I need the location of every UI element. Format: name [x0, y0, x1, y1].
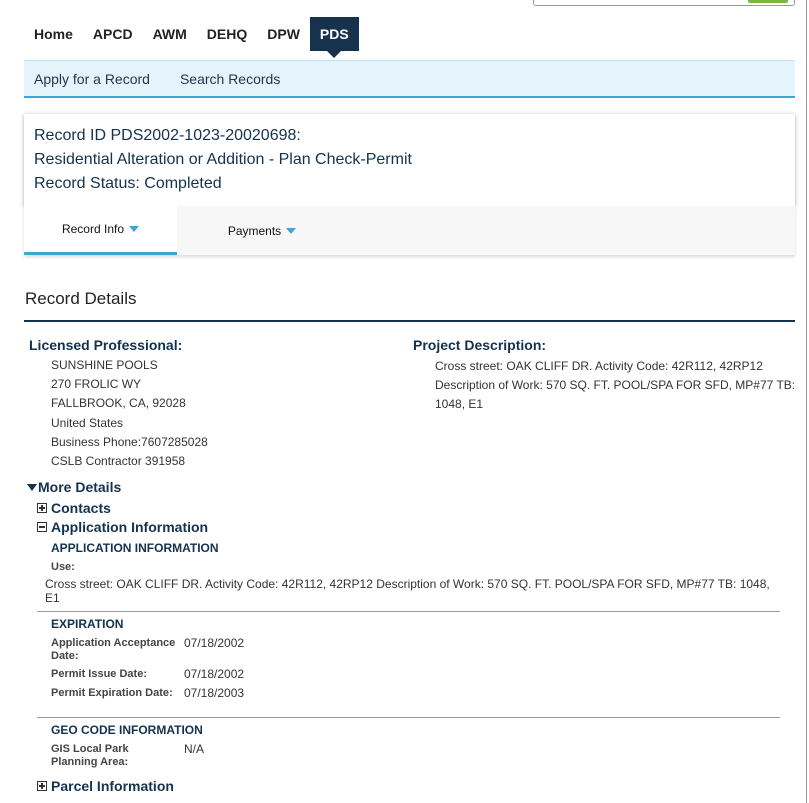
- expand-plus-icon: [37, 781, 47, 791]
- lp-line: CSLB Contractor 391958: [51, 453, 186, 468]
- contacts-toggle[interactable]: [37, 500, 111, 516]
- permit-issue-date-value: 07/18/2002: [184, 667, 245, 681]
- project-description-text: Cross street: OAK CLIFF DR. Activity Code: 42R112, 42RP12 Description of Work: 570 SQ. FT. POOL/SPA FOR SFD, MP#77 TB: 1048, E1: [435, 359, 796, 411]
- section-divider: [37, 717, 780, 718]
- nav-tab-pds[interactable]: [310, 17, 359, 51]
- tab-record-info[interactable]: [24, 206, 177, 255]
- use-label: Use:: [51, 561, 75, 573]
- active-tab-notch: [327, 51, 341, 58]
- lp-line: FALLBROOK, CA, 92028: [51, 396, 186, 411]
- nav-tab-apcd[interactable]: APCD: [92, 26, 133, 42]
- lp-line: 270 FROLIC WY: [51, 377, 142, 392]
- licensed-professional-info: [51, 357, 208, 472]
- search-records-link[interactable]: Search Records: [179, 70, 281, 87]
- application-information-toggle[interactable]: [37, 519, 208, 535]
- use-text: Cross street: OAK CLIFF DR. Activity Code: 42R112, 42RP12 Description of Work: 570 SQ. FT. POOL/SPA FOR SFD, MP#77 TB: 1048, E1: [45, 577, 770, 605]
- caret-down-icon: [27, 484, 37, 491]
- main-nav: [24, 17, 359, 51]
- record-header-card: [24, 114, 795, 206]
- section-divider: [37, 611, 780, 612]
- lp-line: Business Phone:7607285028: [51, 434, 208, 449]
- nav-tab-home[interactable]: Home: [34, 26, 73, 42]
- lp-line: United States: [51, 415, 124, 430]
- lp-line: SUNSHINE POOLS: [51, 358, 158, 372]
- record-type: Residential Alteration or Addition - Plan Check-Permit: [34, 151, 412, 168]
- record-status: Record Status: Completed: [34, 175, 222, 192]
- permit-expiration-date-value: 07/18/2003: [184, 686, 245, 700]
- expand-plus-icon: [37, 503, 47, 513]
- expiration-heading: EXPIRATION: [51, 617, 124, 631]
- project-description-title: Project Description:: [413, 337, 547, 353]
- contacts-label: Contacts: [51, 500, 111, 516]
- nav-tab-awm[interactable]: AWM: [152, 26, 187, 42]
- collapse-minus-icon: [37, 522, 47, 532]
- record-details-title: Record Details: [25, 289, 137, 308]
- record-id: Record ID PDS2002-1023-20020698:: [34, 127, 301, 144]
- parcel-information-toggle[interactable]: [37, 778, 174, 794]
- tab-record-info-label: Record Info: [61, 222, 125, 236]
- dropdown-arrow-icon: [129, 226, 139, 232]
- search-go-button[interactable]: [748, 0, 788, 3]
- tab-payments-label: Payments: [227, 223, 282, 238]
- nav-tab-dehq[interactable]: DEHQ: [206, 26, 248, 42]
- gis-park-planning-area-label: GIS Local Park Planning Area:: [51, 743, 129, 768]
- permit-expiration-date-label: Permit Expiration Date:: [51, 687, 173, 699]
- geo-code-heading: GEO CODE INFORMATION: [51, 723, 203, 737]
- dropdown-arrow-icon: [286, 228, 296, 234]
- permit-issue-date-label: Permit Issue Date:: [51, 668, 147, 680]
- application-acceptance-date-label: Application Acceptance Date:: [51, 637, 176, 662]
- more-details-label: More Details: [38, 479, 122, 495]
- parcel-information-label: Parcel Information: [51, 778, 174, 794]
- record-details-divider: [24, 320, 795, 322]
- licensed-professional-title: Licensed Professional:: [29, 337, 183, 353]
- application-information-heading: APPLICATION INFORMATION: [51, 541, 219, 555]
- nav-tab-pds-label: PDS: [319, 26, 349, 42]
- more-details-toggle[interactable]: [27, 479, 121, 495]
- page-right-border: [806, 0, 807, 803]
- gis-park-planning-area-value: N/A: [184, 742, 205, 756]
- record-tabs: [24, 206, 795, 255]
- nav-tab-dpw[interactable]: DPW: [267, 26, 300, 42]
- apply-for-record-link[interactable]: Apply for a Record: [34, 70, 150, 87]
- tab-payments[interactable]: [177, 206, 347, 255]
- application-acceptance-date-value: 07/18/2002: [184, 636, 245, 650]
- sub-navigation: [24, 60, 795, 98]
- global-search-box[interactable]: [533, 0, 795, 6]
- application-information-label: Application Information: [51, 519, 209, 535]
